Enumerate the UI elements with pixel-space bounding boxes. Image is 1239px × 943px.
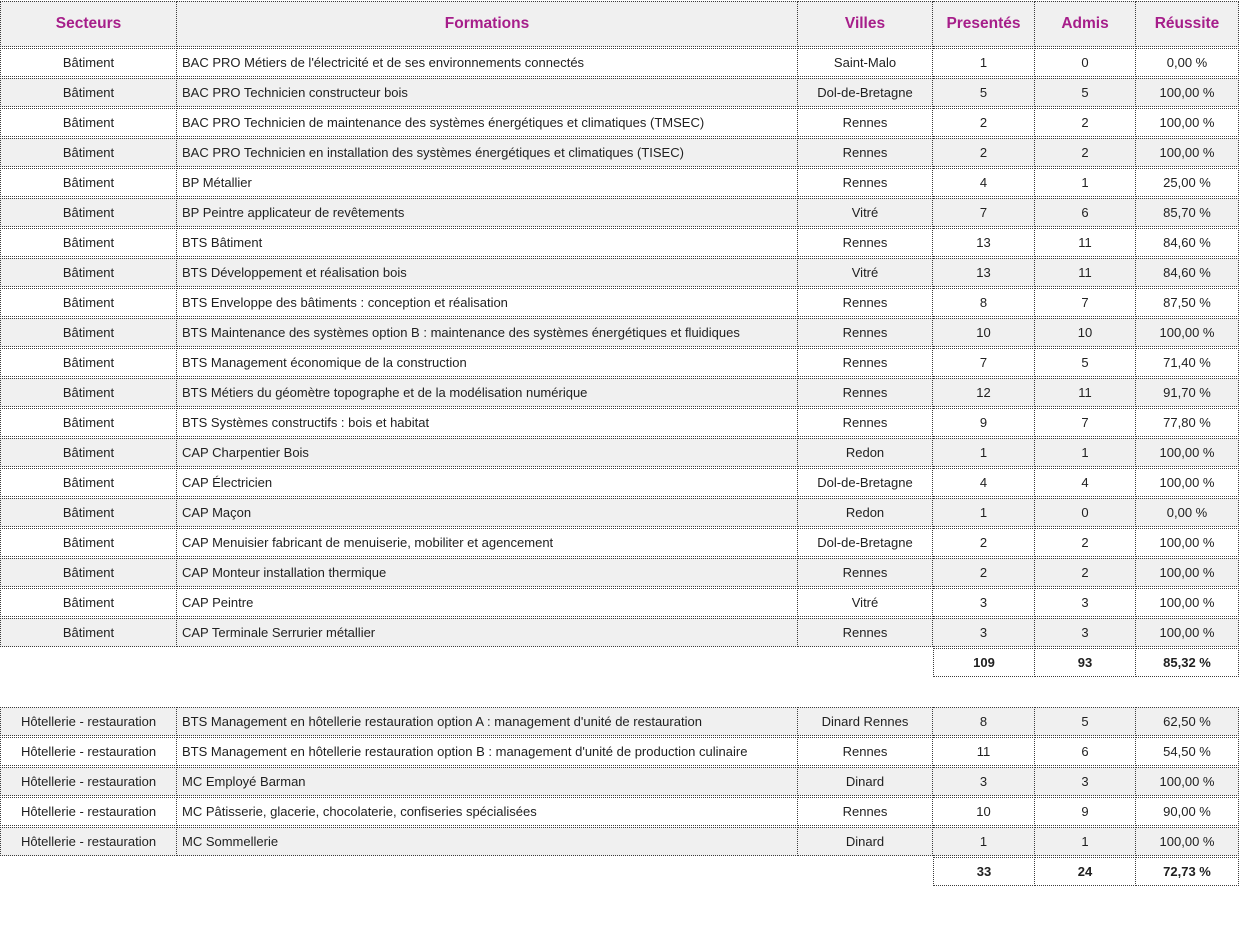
reussite-cell: 25,00 % (1136, 168, 1239, 197)
formation-cell: CAP Menuisier fabricant de menuiserie, mobiliter et agencement (177, 528, 798, 557)
ville-cell: Saint-Malo (798, 48, 933, 77)
empty-cell (798, 648, 933, 677)
table-row (0, 468, 1239, 497)
table-row (0, 618, 1239, 647)
formation-cell: BAC PRO Technicien de maintenance des systèmes énergétiques et climatiques (TMSEC) (177, 108, 798, 137)
table-row (0, 498, 1239, 527)
column-header-secteurs: Secteurs (0, 1, 177, 47)
table-row (0, 168, 1239, 197)
formation-cell: BTS Management en hôtellerie restauration option A : management d'unité de restauration (177, 707, 798, 736)
formation-cell: CAP Peintre (177, 588, 798, 617)
ville-cell: Dol-de-Bretagne (798, 528, 933, 557)
presentes-cell: 11 (933, 737, 1035, 766)
formation-cell: CAP Monteur installation thermique (177, 558, 798, 587)
presentes-cell: 3 (933, 767, 1035, 796)
ville-cell: Rennes (798, 348, 933, 377)
reussite-cell: 90,00 % (1136, 797, 1239, 826)
table-row (0, 378, 1239, 407)
table-row (0, 408, 1239, 437)
table-row (0, 737, 1239, 766)
empty-cell (177, 857, 798, 886)
presentes-cell: 3 (933, 618, 1035, 647)
presentes-cell: 7 (933, 198, 1035, 227)
total-presentes-cell: 33 (933, 857, 1035, 886)
formation-cell: BTS Maintenance des systèmes option B : maintenance des systèmes énergétiques et fluidiques (177, 318, 798, 347)
presentes-cell: 4 (933, 468, 1035, 497)
reussite-cell: 100,00 % (1136, 138, 1239, 167)
column-header-presentes: Presentés (933, 1, 1035, 47)
presentes-cell: 2 (933, 108, 1035, 137)
formation-cell: CAP Terminale Serrurier métallier (177, 618, 798, 647)
secteur-cell: Bâtiment (0, 258, 177, 287)
ville-cell: Dinard (798, 827, 933, 856)
empty-cell (177, 648, 798, 677)
formation-cell: BAC PRO Métiers de l'électricité et de ses environnements connectés (177, 48, 798, 77)
presentes-cell: 8 (933, 288, 1035, 317)
ville-cell: Rennes (798, 318, 933, 347)
admis-cell: 3 (1035, 588, 1136, 617)
formation-cell: BTS Métiers du géomètre topographe et de la modélisation numérique (177, 378, 798, 407)
table-row (0, 258, 1239, 287)
ville-cell: Rennes (798, 797, 933, 826)
admis-cell: 2 (1035, 108, 1136, 137)
presentes-cell: 13 (933, 258, 1035, 287)
secteur-cell: Hôtellerie - restauration (0, 707, 177, 736)
ville-cell: Rennes (798, 138, 933, 167)
admis-cell: 1 (1035, 438, 1136, 467)
table-row (0, 438, 1239, 467)
admis-cell: 3 (1035, 767, 1136, 796)
formation-cell: MC Pâtisserie, glacerie, chocolaterie, confiseries spécialisées (177, 797, 798, 826)
admis-cell: 3 (1035, 618, 1136, 647)
column-header-formations: Formations (177, 1, 798, 47)
ville-cell: Vitré (798, 198, 933, 227)
ville-cell: Rennes (798, 558, 933, 587)
ville-cell: Dinard Rennes (798, 707, 933, 736)
presentes-cell: 4 (933, 168, 1035, 197)
secteur-cell: Bâtiment (0, 438, 177, 467)
reussite-cell: 84,60 % (1136, 258, 1239, 287)
section-total-row (0, 648, 1239, 677)
reussite-cell: 62,50 % (1136, 707, 1239, 736)
secteur-cell: Bâtiment (0, 318, 177, 347)
secteur-cell: Bâtiment (0, 588, 177, 617)
table-row (0, 707, 1239, 736)
secteur-cell: Bâtiment (0, 408, 177, 437)
admis-cell: 5 (1035, 78, 1136, 107)
secteur-cell: Bâtiment (0, 168, 177, 197)
reussite-cell: 100,00 % (1136, 78, 1239, 107)
formation-cell: BP Métallier (177, 168, 798, 197)
secteur-cell: Bâtiment (0, 48, 177, 77)
admis-cell: 1 (1035, 827, 1136, 856)
formation-cell: BTS Bâtiment (177, 228, 798, 257)
table-row (0, 528, 1239, 557)
ville-cell: Rennes (798, 108, 933, 137)
presentes-cell: 2 (933, 528, 1035, 557)
presentes-cell: 1 (933, 498, 1035, 527)
presentes-cell: 5 (933, 78, 1035, 107)
reussite-cell: 0,00 % (1136, 48, 1239, 77)
results-table-hotellerie (0, 706, 1239, 887)
admis-cell: 2 (1035, 138, 1136, 167)
reussite-cell: 87,50 % (1136, 288, 1239, 317)
reussite-cell: 54,50 % (1136, 737, 1239, 766)
ville-cell: Rennes (798, 168, 933, 197)
reussite-cell: 100,00 % (1136, 558, 1239, 587)
formation-cell: CAP Maçon (177, 498, 798, 527)
reussite-cell: 100,00 % (1136, 588, 1239, 617)
ville-cell: Redon (798, 438, 933, 467)
admis-cell: 11 (1035, 258, 1136, 287)
admis-cell: 5 (1035, 348, 1136, 377)
secteur-cell: Bâtiment (0, 108, 177, 137)
total-admis-cell: 93 (1035, 648, 1136, 677)
presentes-cell: 7 (933, 348, 1035, 377)
presentes-cell: 3 (933, 588, 1035, 617)
reussite-cell: 0,00 % (1136, 498, 1239, 527)
table-row (0, 558, 1239, 587)
admis-cell: 1 (1035, 168, 1136, 197)
secteur-cell: Bâtiment (0, 198, 177, 227)
ville-cell: Dol-de-Bretagne (798, 78, 933, 107)
reussite-cell: 100,00 % (1136, 767, 1239, 796)
table-row (0, 767, 1239, 796)
section-total-row (0, 857, 1239, 886)
presentes-cell: 2 (933, 138, 1035, 167)
presentes-cell: 8 (933, 707, 1035, 736)
secteur-cell: Bâtiment (0, 498, 177, 527)
empty-cell (0, 857, 177, 886)
admis-cell: 0 (1035, 48, 1136, 77)
secteur-cell: Bâtiment (0, 558, 177, 587)
ville-cell: Vitré (798, 588, 933, 617)
ville-cell: Rennes (798, 378, 933, 407)
ville-cell: Redon (798, 498, 933, 527)
secteur-cell: Bâtiment (0, 228, 177, 257)
admis-cell: 2 (1035, 558, 1136, 587)
reussite-cell: 100,00 % (1136, 468, 1239, 497)
formation-cell: BAC PRO Technicien constructeur bois (177, 78, 798, 107)
reussite-cell: 77,80 % (1136, 408, 1239, 437)
table-row (0, 827, 1239, 856)
admis-cell: 2 (1035, 528, 1136, 557)
table-row (0, 108, 1239, 137)
admis-cell: 10 (1035, 318, 1136, 347)
admis-cell: 11 (1035, 378, 1136, 407)
reussite-cell: 91,70 % (1136, 378, 1239, 407)
formation-cell: BTS Management en hôtellerie restauration option B : management d'unité de production culinaire (177, 737, 798, 766)
reussite-cell: 84,60 % (1136, 228, 1239, 257)
ville-cell: Vitré (798, 258, 933, 287)
presentes-cell: 1 (933, 438, 1035, 467)
admis-cell: 5 (1035, 707, 1136, 736)
presentes-cell: 2 (933, 558, 1035, 587)
table-row (0, 588, 1239, 617)
table-row (0, 318, 1239, 347)
table-row (0, 228, 1239, 257)
presentes-cell: 1 (933, 827, 1035, 856)
reussite-cell: 100,00 % (1136, 618, 1239, 647)
formation-cell: MC Sommellerie (177, 827, 798, 856)
secteur-cell: Bâtiment (0, 288, 177, 317)
secteur-cell: Hôtellerie - restauration (0, 767, 177, 796)
formation-cell: CAP Charpentier Bois (177, 438, 798, 467)
total-reussite-cell: 72,73 % (1136, 857, 1239, 886)
formation-cell: CAP Électricien (177, 468, 798, 497)
admis-cell: 7 (1035, 408, 1136, 437)
table-row (0, 138, 1239, 167)
admis-cell: 11 (1035, 228, 1136, 257)
formation-cell: BTS Enveloppe des bâtiments : conception et réalisation (177, 288, 798, 317)
reussite-cell: 100,00 % (1136, 528, 1239, 557)
total-reussite-cell: 85,32 % (1136, 648, 1239, 677)
column-header-admis: Admis (1035, 1, 1136, 47)
ville-cell: Dinard (798, 767, 933, 796)
secteur-cell: Bâtiment (0, 78, 177, 107)
formation-cell: BTS Systèmes constructifs : bois et habitat (177, 408, 798, 437)
ville-cell: Rennes (798, 288, 933, 317)
ville-cell: Rennes (798, 737, 933, 766)
secteur-cell: Bâtiment (0, 138, 177, 167)
reussite-cell: 100,00 % (1136, 318, 1239, 347)
secteur-cell: Hôtellerie - restauration (0, 827, 177, 856)
table-row (0, 78, 1239, 107)
reussite-cell: 85,70 % (1136, 198, 1239, 227)
table-row (0, 797, 1239, 826)
formation-cell: BTS Management économique de la construction (177, 348, 798, 377)
presentes-cell: 1 (933, 48, 1035, 77)
formation-cell: BAC PRO Technicien en installation des systèmes énergétiques et climatiques (TISEC) (177, 138, 798, 167)
presentes-cell: 12 (933, 378, 1035, 407)
table-row (0, 48, 1239, 77)
column-header-reussite: Réussite (1136, 1, 1239, 47)
admis-cell: 6 (1035, 198, 1136, 227)
formation-cell: BP Peintre applicateur de revêtements (177, 198, 798, 227)
header-row (0, 1, 1239, 47)
secteur-cell: Bâtiment (0, 618, 177, 647)
formation-cell: MC Employé Barman (177, 767, 798, 796)
table-row (0, 288, 1239, 317)
reussite-cell: 71,40 % (1136, 348, 1239, 377)
ville-cell: Dol-de-Bretagne (798, 468, 933, 497)
admis-cell: 6 (1035, 737, 1136, 766)
admis-cell: 4 (1035, 468, 1136, 497)
secteur-cell: Bâtiment (0, 468, 177, 497)
empty-cell (798, 857, 933, 886)
column-header-villes: Villes (798, 1, 933, 47)
ville-cell: Rennes (798, 408, 933, 437)
admis-cell: 7 (1035, 288, 1136, 317)
ville-cell: Rennes (798, 618, 933, 647)
reussite-cell: 100,00 % (1136, 827, 1239, 856)
ville-cell: Rennes (798, 228, 933, 257)
presentes-cell: 13 (933, 228, 1035, 257)
table-row (0, 348, 1239, 377)
presentes-cell: 9 (933, 408, 1035, 437)
secteur-cell: Hôtellerie - restauration (0, 737, 177, 766)
secteur-cell: Bâtiment (0, 528, 177, 557)
table-row (0, 198, 1239, 227)
admis-cell: 9 (1035, 797, 1136, 826)
reussite-cell: 100,00 % (1136, 108, 1239, 137)
secteur-cell: Bâtiment (0, 348, 177, 377)
presentes-cell: 10 (933, 797, 1035, 826)
secteur-cell: Bâtiment (0, 378, 177, 407)
total-admis-cell: 24 (1035, 857, 1136, 886)
presentes-cell: 10 (933, 318, 1035, 347)
formation-cell: BTS Développement et réalisation bois (177, 258, 798, 287)
secteur-cell: Hôtellerie - restauration (0, 797, 177, 826)
empty-cell (0, 648, 177, 677)
total-presentes-cell: 109 (933, 648, 1035, 677)
admis-cell: 0 (1035, 498, 1136, 527)
reussite-cell: 100,00 % (1136, 438, 1239, 467)
